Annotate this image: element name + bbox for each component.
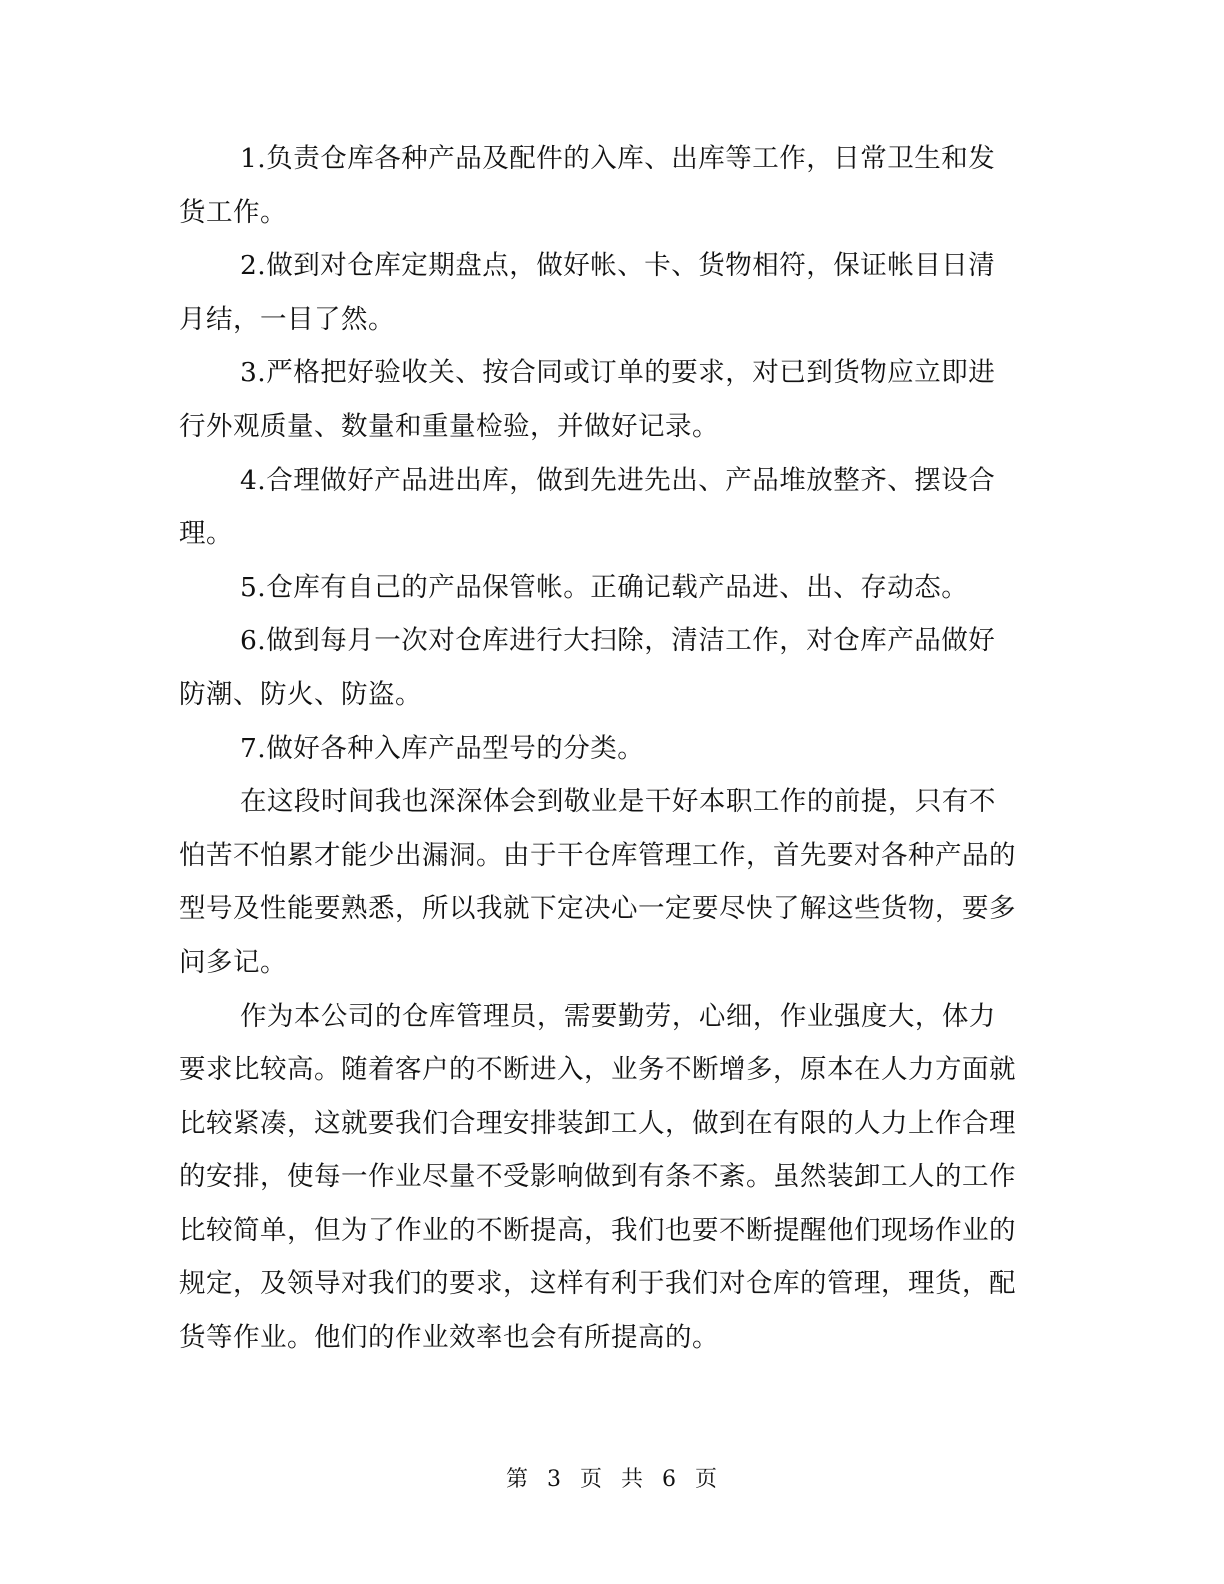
document-body [179,132,1021,1365]
paragraph-duty-6: 6.做到每月一次对仓库进行大扫除，清洁工作，对仓库产品做好防潮、防火、防盗。 [179,625,996,710]
paragraph-duty-1: 1.负责仓库各种产品及配件的入库、出库等工作，日常卫生和发货工作。 [179,143,996,228]
paragraph-duty-5: 5.仓库有自己的产品保管帐。正确记载产品进、出、存动态。 [239,571,969,603]
paragraph-duty-3: 3.严格把好验收关、按合同或订单的要求，对已到货物应立即进行外观质量、数量和重量检验，并做好记录。 [179,357,996,442]
page-number-footer: 第 3 页 共 6 页 [506,1467,718,1492]
paragraph-role-description: 作为本公司的仓库管理员，需要勤劳，心细，作业强度大，体力要求比较高。随着客户的不断进入，业务不断增多，原本在人力方面就比较紧凑，这就要我们合理安排装卸工人，做到在有限的人力上作合理的安排，使每一作业尽量不受影响做到有条不紊。虽然装卸工人的工作比较简单，但为了作业的不断提高，我们也要不断提醒他们现场作业的规定，及领导对我们的要求，这样有利于我们对仓库的管理，理货，配货等作业。他们的作业效率也会有所提高的。 [179,1000,1016,1354]
paragraph-duty-4: 4.合理做好产品进出库，做到先进先出、产品堆放整齐、摆设合理。 [179,464,996,550]
paragraph-duty-7: 7.做好各种入库产品型号的分类。 [239,732,645,764]
paragraph-duty-2: 2.做到对仓库定期盘点，做好帐、卡、货物相符，保证帐目日清月结，一目了然。 [179,250,996,335]
paragraph-reflection: 在这段时间我也深深体会到敬业是干好本职工作的前提，只有不怕苦不怕累才能少出漏洞。由于干仓库管理工作，首先要对各种产品的型号及性能要熟悉，所以我就下定决心一定要尽快了解这些货物，要多问多记。 [179,786,1016,978]
